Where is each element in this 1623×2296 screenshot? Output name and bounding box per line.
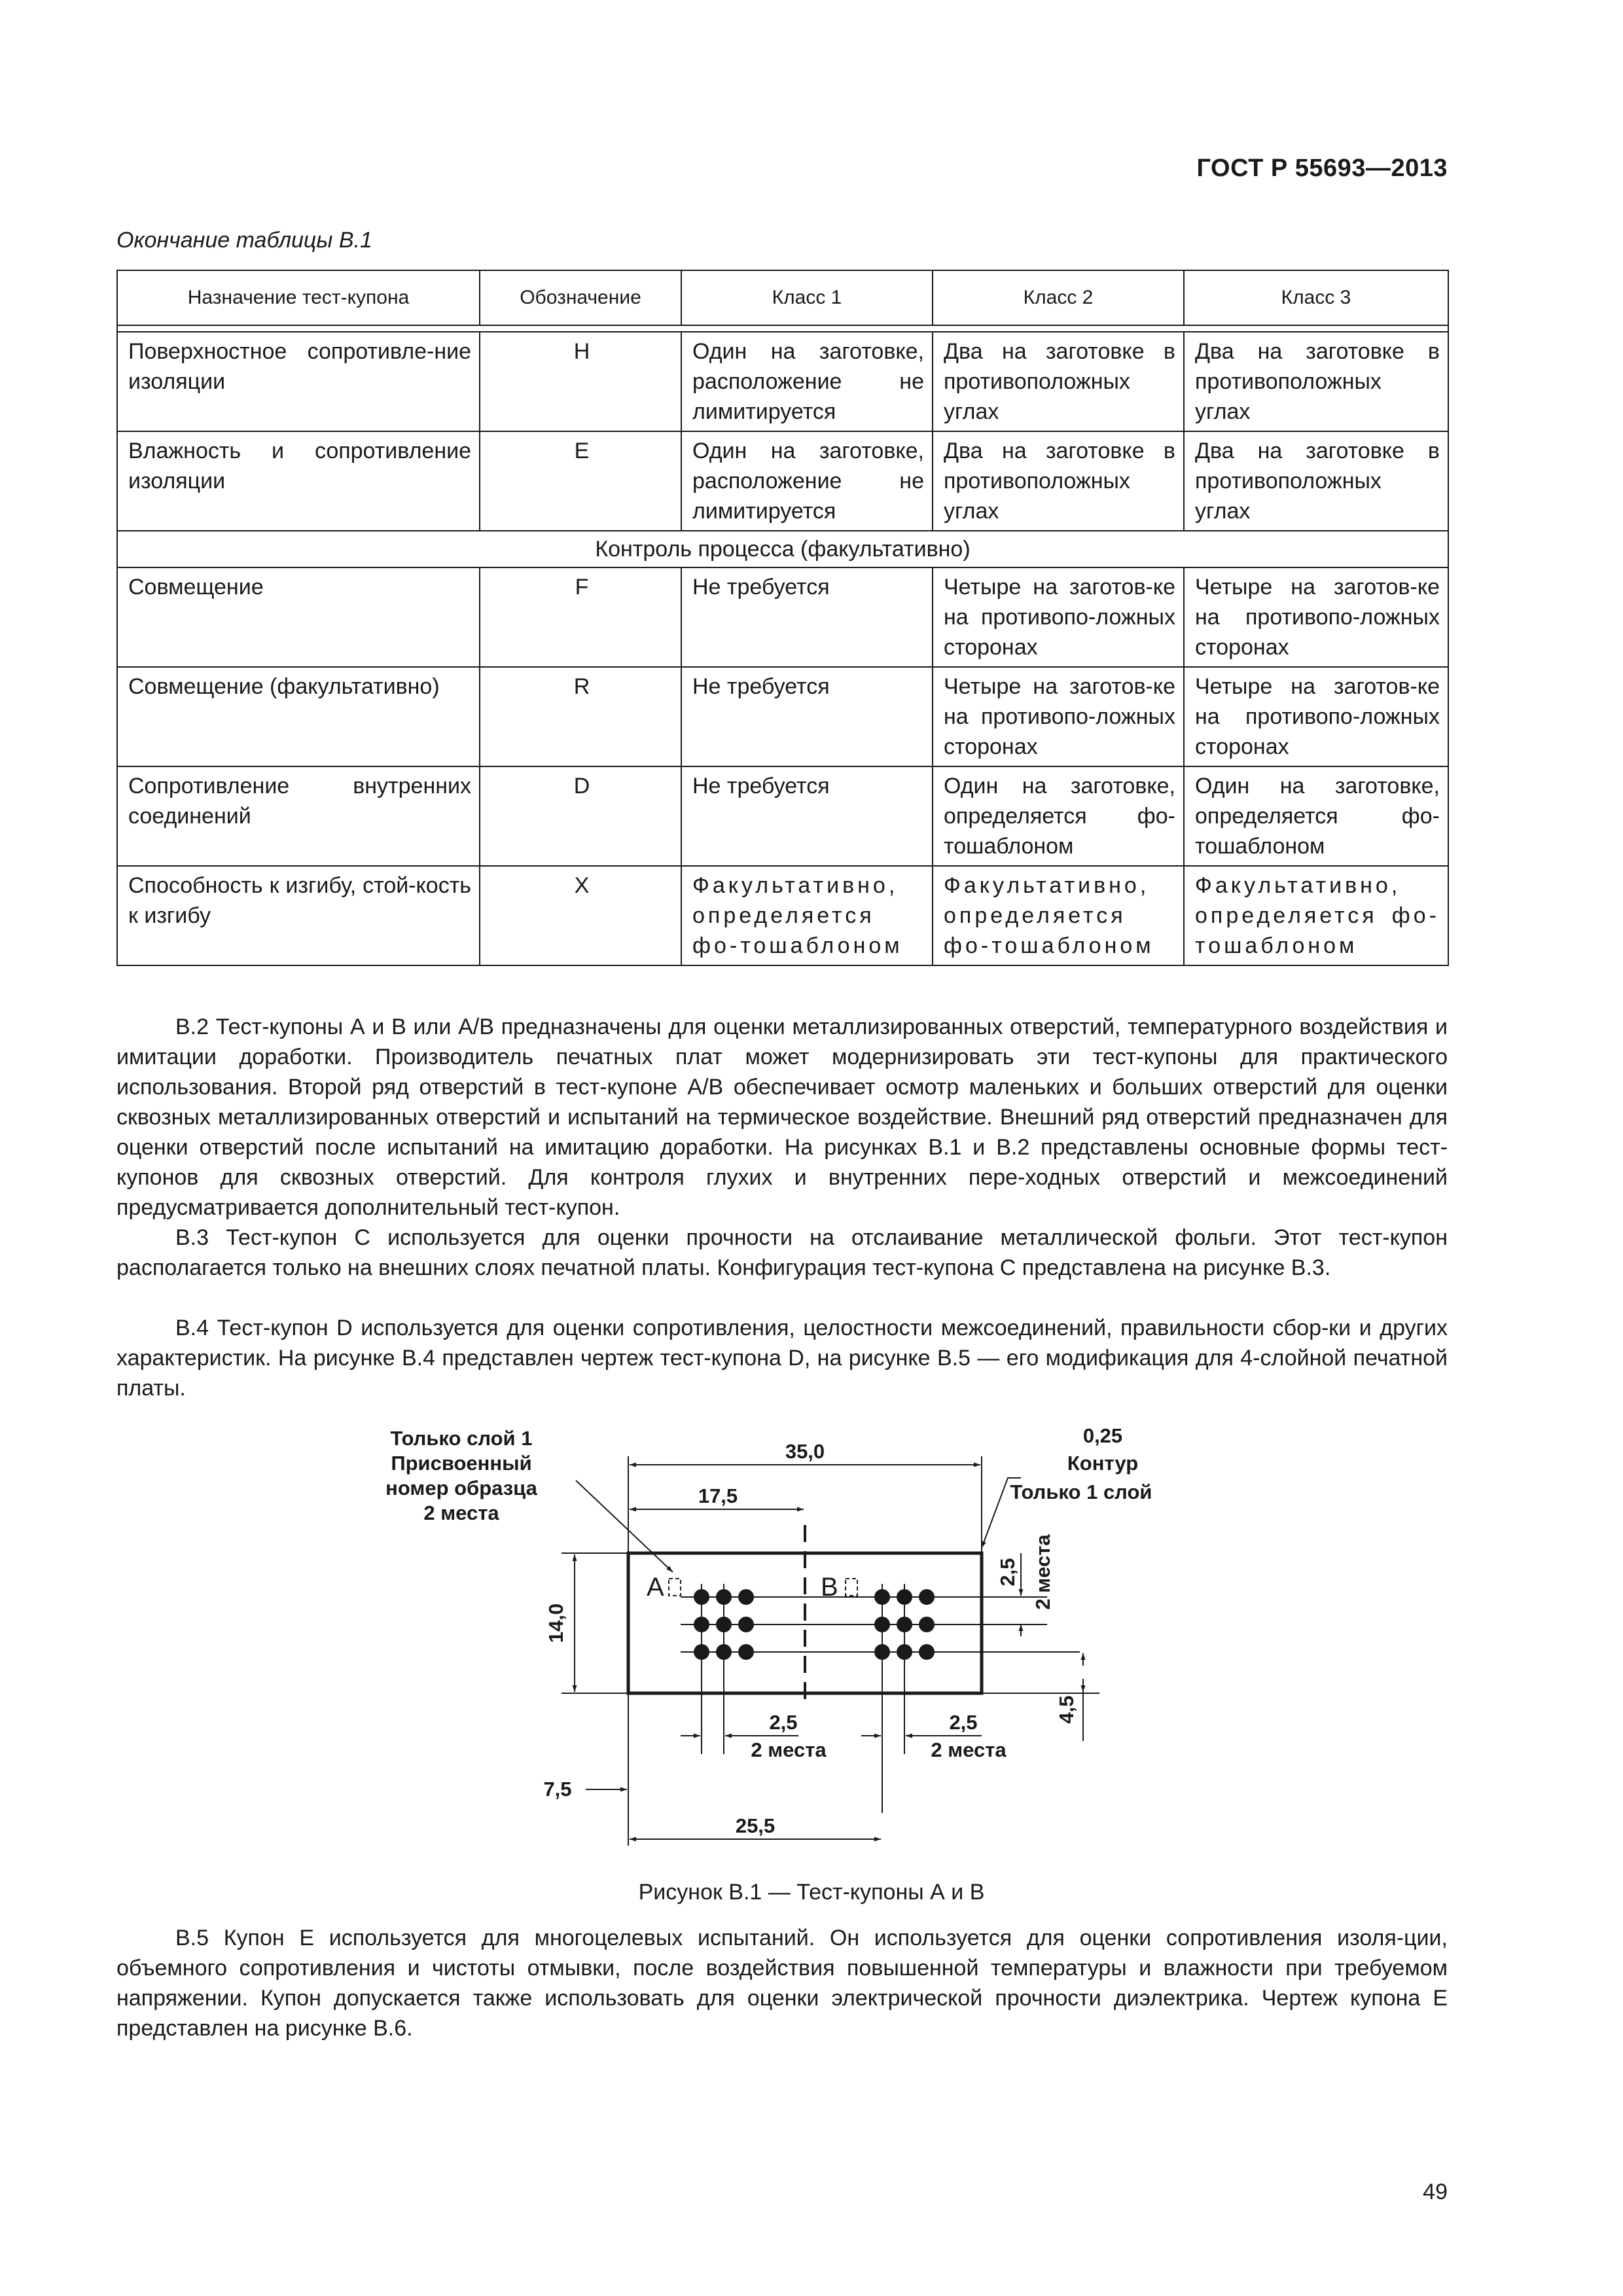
hole-a (716, 1644, 732, 1660)
hole-b (897, 1617, 912, 1632)
table-cell: Факультативно, определяется фо-тошаблоном (681, 866, 933, 965)
column-header: Класс 3 (1184, 270, 1448, 325)
table-cell: Факультативно, определяется фо-тошаблоном (933, 866, 1184, 965)
left-note-line-3: номер образца (385, 1477, 537, 1499)
table-cell: Факультативно, определяется фо-тошаблоном (1184, 866, 1448, 965)
dim-pitch-left-count: 2 места (751, 1738, 827, 1761)
table-cell: Два на заготовке в противоположных углах (933, 431, 1184, 531)
coupon-a-label: А (647, 1573, 664, 1602)
table-cell: Два на заготовке в противоположных углах (1184, 332, 1448, 431)
dim-height-label: 14,0 (544, 1603, 567, 1643)
coupons-table (116, 270, 1449, 966)
table-cell: F (480, 567, 681, 667)
table-cell: Влажность и сопротивление изоляции (117, 431, 480, 531)
table-row (117, 667, 1448, 766)
dim-right-top-label: 2,5 (996, 1558, 1019, 1587)
hole-b (897, 1589, 912, 1605)
table-cell: Не требуется (681, 667, 933, 766)
section-title: Контроль процесса (факультативно) (117, 531, 1448, 567)
table-cell: Два на заготовке в противоположных углах (1184, 431, 1448, 531)
label-b-box (846, 1579, 857, 1596)
hole-a (694, 1644, 709, 1660)
hole-b (874, 1644, 890, 1660)
hole-a (738, 1644, 754, 1660)
paragraph-b3: В.3 Тест-купон С используется для оценки прочности на отслаивание металлической фольги. Этот тест-купон располагается только на внешних слоях печатной платы. Конфигурация тест-купона С представлена на рисунке В.3. (116, 1225, 1448, 1280)
dim-total-width-label: 35,0 (785, 1440, 825, 1463)
table-cell: E (480, 431, 681, 531)
table-row (117, 332, 1448, 431)
table-cell: Один на заготовке, определяется фо-тошаблоном (1184, 766, 1448, 866)
hole-b (919, 1617, 935, 1632)
table-row (117, 766, 1448, 866)
hole-b (874, 1617, 890, 1632)
hole-b (874, 1589, 890, 1605)
hole-b (897, 1644, 912, 1660)
hole-a (716, 1589, 732, 1605)
page-number: 49 (1423, 2179, 1448, 2204)
table-cell: Совмещение (факультативно) (117, 667, 480, 766)
table-cell: Четыре на заготов-ке на противопо-ложных сторонах (933, 567, 1184, 667)
paragraph-b5: В.5 Купон Е используется для многоцелевых испытаний. Он используется для оценки сопротивления изоля-ции, объемного сопротивления и чистоты отмывки, после воздействия повышенной температуры и влажности при требуемом напряжении. Купон допускается также использовать для оценки электрической прочности диэлектрика. Чертеж купона Е представлен на рисунке В.6. (116, 1926, 1448, 2041)
table-cell: H (480, 332, 681, 431)
table-cell: Совмещение (117, 567, 480, 667)
table-cell: Один на заготовке, расположение не лимитируется (681, 431, 933, 531)
table-row (117, 431, 1448, 531)
dim-right-top-count: 2 места (1031, 1534, 1054, 1610)
column-header: Обозначение (480, 270, 681, 325)
coupon-b-holes (874, 1589, 935, 1660)
table-cell: Один на заготовке, определяется фо-тошаблоном (933, 766, 1184, 866)
dim-half-width-label: 17,5 (698, 1484, 738, 1507)
dim-pitch-left-label: 2,5 (769, 1711, 798, 1734)
hole-a (738, 1589, 754, 1605)
table-cell: Сопротивление внутренних соединений (117, 766, 480, 866)
hole-a (738, 1617, 754, 1632)
table-cell: D (480, 766, 681, 866)
label-a-box (669, 1579, 681, 1596)
column-header: Класс 1 (681, 270, 933, 325)
table-cell: R (480, 667, 681, 766)
hole-a (716, 1617, 732, 1632)
table-cell: Четыре на заготов-ке на противопо-ложных сторонах (1184, 567, 1448, 667)
paragraph-b4: В.4 Тест-купон D используется для оценки сопротивления, целостности межсоединений, правильности сбор-ки и других характеристик. На рисунке В.4 представлен чертеж тест-купона D, на рисунке В.5 — его модификация для 4-слойной печатной платы. (116, 1316, 1448, 1401)
table-cell: Не требуется (681, 567, 933, 667)
hole-a (694, 1617, 709, 1632)
table-cell: Два на заготовке в противоположных углах (933, 332, 1184, 431)
dim-to-b-label: 25,5 (735, 1814, 776, 1837)
table-cell: Не требуется (681, 766, 933, 866)
hole-b (919, 1644, 935, 1660)
table-cell: Четыре на заготов-ке на противопо-ложных сторонах (933, 667, 1184, 766)
document-header-standard: ГОСТ Р 55693—2013 (1196, 154, 1448, 182)
coupon-b-label: В (821, 1573, 838, 1602)
table-cell: X (480, 866, 681, 965)
dim-right-bottom-label: 4,5 (1055, 1695, 1078, 1724)
hole-b (919, 1589, 935, 1605)
coupon-a-holes (694, 1589, 754, 1660)
table-header-row (117, 270, 1448, 325)
figure-caption: Рисунок В.1 — Тест-купоны А и В (638, 1880, 985, 1905)
left-note-line-4: 2 места (423, 1501, 499, 1524)
right-note-line-3: Только 1 слой (1010, 1480, 1152, 1503)
hole-a (694, 1589, 709, 1605)
table-caption: Окончание таблицы В.1 (116, 228, 372, 253)
table-cell: Один на заготовке, расположение не лимитируется (681, 332, 933, 431)
table-section-row (117, 531, 1448, 567)
table-row (117, 866, 1448, 965)
paragraph-b2: В.2 Тест-купоны А и В или А/В предназначены для оценки металлизированных отверстий, температурного воздействия и имитации доработки. Производитель печатных плат может модернизировать эти тест-купоны для практического использования. Второй ряд отверстий в тест-купоне А/В обеспечивает осмотр маленьких и больших отверстий для оценки сквозных металлизированных отверстий и испытаний на термическое воздействие. Внешний ряд отверстий предназначен для оценки отверстий после испытаний на имитацию доработки. На рисунках В.1 и В.2 представлены основные формы тест-купонов для сквозных отверстий. Для контроля глухих и внутренних пере-ходных отверстий и межсоединений предусматривается дополнительный тест-купон. (116, 1014, 1448, 1220)
table-cell: Способность к изгибу, стой-кость к изгибу (117, 866, 480, 965)
table-cell: Четыре на заготов-ке на противопо-ложных сторонах (1184, 667, 1448, 766)
column-header: Назначение тест-купона (117, 270, 480, 325)
right-note-line-2: Контур (1067, 1452, 1139, 1475)
dim-pitch-right-count: 2 места (931, 1738, 1007, 1761)
leader-line-left (576, 1480, 673, 1572)
table-row (117, 567, 1448, 667)
table-cell: Поверхностное сопротивле-ние изоляции (117, 332, 480, 431)
left-note-line-1: Только слой 1 (390, 1427, 533, 1450)
dim-pitch-right-label: 2,5 (949, 1711, 978, 1734)
dim-offset-label: 7,5 (543, 1778, 572, 1801)
figure-b1-drawing (0, 1427, 1623, 1898)
column-header: Класс 2 (933, 270, 1184, 325)
right-note-line-1: 0,25 (1082, 1427, 1123, 1447)
left-note-line-2: Присвоенный (391, 1452, 532, 1475)
